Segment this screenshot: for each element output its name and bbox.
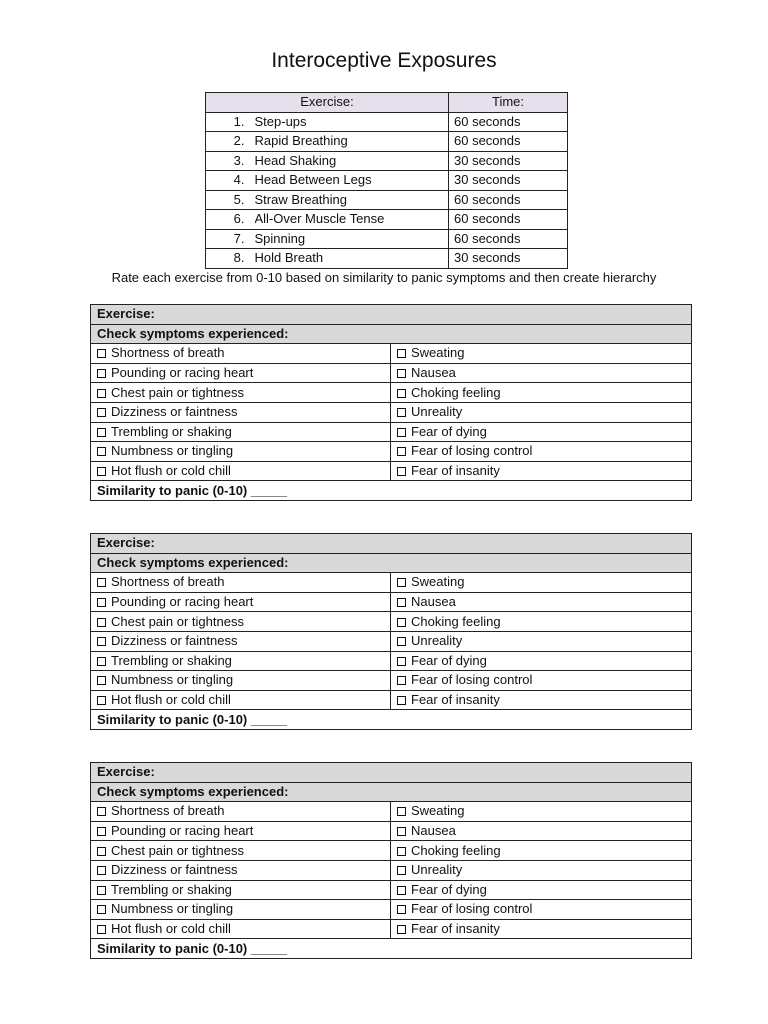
symptom-item (391, 402, 692, 422)
exercise-number: 1. (206, 112, 255, 132)
symptom-item (91, 383, 391, 403)
symptom-row (91, 821, 692, 841)
symptom-item (391, 461, 692, 481)
symptom-label: Trembling or shaking (111, 423, 232, 439)
symptom-item (391, 422, 692, 442)
table-row (206, 249, 568, 269)
symptom-label: Chest pain or tightness (111, 613, 244, 629)
symptom-item (91, 690, 391, 710)
symptom-row (91, 592, 692, 612)
symptom-row (91, 402, 692, 422)
symptom-label: Choking feeling (411, 613, 501, 629)
symptom-item (391, 860, 692, 880)
exercise-number: 8. (206, 249, 255, 269)
symptom-item (91, 671, 391, 691)
checkbox[interactable] (97, 847, 106, 856)
symptom-label: Fear of dying (411, 652, 487, 668)
checkbox[interactable] (97, 925, 106, 934)
checkbox[interactable] (397, 447, 406, 456)
symptom-label: Dizziness or faintness (111, 862, 238, 878)
table-row (206, 132, 568, 152)
exercise-time: 60 seconds (449, 112, 568, 132)
checkbox[interactable] (97, 657, 106, 666)
checkbox[interactable] (397, 886, 406, 895)
checkbox[interactable] (97, 866, 106, 875)
exercise-number: 7. (206, 229, 255, 249)
symptom-item (91, 631, 391, 651)
symptom-item (391, 880, 692, 900)
checkbox[interactable] (397, 598, 406, 607)
table-row (206, 112, 568, 132)
checkbox[interactable] (97, 369, 106, 378)
symptom-item (391, 841, 692, 861)
exercise-time: 60 seconds (449, 132, 568, 152)
symptom-label: Unreality (411, 404, 463, 420)
checkbox[interactable] (97, 676, 106, 685)
symptom-item (391, 651, 692, 671)
similarity-rating-field[interactable]: Similarity to panic (0-10) _____ (91, 710, 692, 730)
symptom-row (91, 344, 692, 364)
symptom-label: Fear of insanity (411, 921, 500, 937)
exercise-name: Step-ups (255, 112, 449, 132)
symptom-label: Nausea (411, 823, 456, 839)
exercise-field-label[interactable]: Exercise: (91, 534, 692, 554)
symptom-row (91, 841, 692, 861)
symptom-row (91, 671, 692, 691)
symptom-label: Fear of losing control (411, 443, 533, 459)
checkbox[interactable] (397, 389, 406, 398)
exercise-number: 4. (206, 171, 255, 191)
table-row (206, 190, 568, 210)
checkbox[interactable] (397, 696, 406, 705)
checkbox[interactable] (397, 925, 406, 934)
checkbox[interactable] (397, 369, 406, 378)
exercise-time: 30 seconds (449, 151, 568, 171)
page-title: Interoceptive Exposures (271, 49, 497, 72)
symptom-item (91, 442, 391, 462)
checkbox[interactable] (397, 618, 406, 627)
symptom-label: Hot flush or cold chill (111, 463, 231, 479)
checkbox[interactable] (397, 428, 406, 437)
exercise-name: Head Between Legs (255, 171, 449, 191)
time-column-header: Time: (449, 93, 568, 113)
exercise-time: 30 seconds (449, 171, 568, 191)
exercise-time: 30 seconds (449, 249, 568, 269)
exercise-time: 60 seconds (449, 210, 568, 230)
exercise-time: 60 seconds (449, 190, 568, 210)
symptom-label: Chest pain or tightness (111, 842, 244, 858)
symptom-row (91, 919, 692, 939)
exercise-name: All-Over Muscle Tense (255, 210, 449, 230)
checkbox[interactable] (397, 637, 406, 646)
symptom-form-1 (90, 304, 692, 501)
instruction-text: Rate each exercise from 0-10 based on similarity to panic symptoms and then create hierarchy (111, 270, 657, 285)
symptom-item (391, 821, 692, 841)
symptom-label: Hot flush or cold chill (111, 921, 231, 937)
checkbox[interactable] (397, 847, 406, 856)
symptom-label: Numbness or tingling (111, 901, 234, 917)
exercise-table-header (206, 93, 568, 113)
symptom-row (91, 880, 692, 900)
symptom-label: Fear of insanity (411, 463, 500, 479)
symptom-label: Sweating (411, 574, 465, 590)
checkbox[interactable] (97, 696, 106, 705)
symptom-label: Fear of insanity (411, 692, 500, 708)
symptom-label: Nausea (411, 594, 456, 610)
checkbox[interactable] (397, 657, 406, 666)
symptom-item (91, 821, 391, 841)
checkbox[interactable] (97, 447, 106, 456)
symptom-label: Numbness or tingling (111, 443, 234, 459)
symptom-label: Pounding or racing heart (111, 365, 254, 381)
symptom-row (91, 631, 692, 651)
symptom-label: Fear of dying (411, 881, 487, 897)
exercise-time: 60 seconds (449, 229, 568, 249)
symptom-item (91, 402, 391, 422)
table-row (206, 210, 568, 230)
exercise-number: 3. (206, 151, 255, 171)
symptom-label: Numbness or tingling (111, 672, 234, 688)
checkbox[interactable] (97, 618, 106, 627)
symptom-row (91, 383, 692, 403)
symptom-label: Dizziness or faintness (111, 404, 238, 420)
similarity-rating-field[interactable]: Similarity to panic (0-10) _____ (91, 939, 692, 959)
symptom-item (91, 651, 391, 671)
exercise-name: Hold Breath (255, 249, 449, 269)
checkbox[interactable] (397, 467, 406, 476)
exercise-name: Rapid Breathing (255, 132, 449, 152)
symptom-label: Sweating (411, 345, 465, 361)
symptom-row (91, 573, 692, 593)
symptom-item (91, 919, 391, 939)
checkbox[interactable] (97, 578, 106, 587)
symptom-row (91, 461, 692, 481)
symptom-form-3 (90, 762, 692, 959)
symptom-item (391, 592, 692, 612)
checkbox[interactable] (397, 827, 406, 836)
symptom-label: Chest pain or tightness (111, 384, 244, 400)
checkbox[interactable] (97, 467, 106, 476)
symptom-label: Unreality (411, 633, 463, 649)
symptom-row (91, 690, 692, 710)
symptom-label: Shortness of breath (111, 345, 225, 361)
symptom-item (91, 860, 391, 880)
table-row (206, 171, 568, 191)
exercise-name: Head Shaking (255, 151, 449, 171)
symptom-item (91, 344, 391, 364)
exercise-column-header: Exercise: (206, 93, 449, 113)
checkbox[interactable] (97, 598, 106, 607)
symptom-row (91, 442, 692, 462)
checkbox[interactable] (97, 428, 106, 437)
symptom-item (391, 919, 692, 939)
exercise-field-label[interactable]: Exercise: (91, 763, 692, 783)
checkbox[interactable] (397, 578, 406, 587)
symptom-item (391, 671, 692, 691)
checkbox[interactable] (397, 676, 406, 685)
symptom-item (391, 802, 692, 822)
symptom-row (91, 422, 692, 442)
symptom-item (391, 900, 692, 920)
table-row (206, 229, 568, 249)
symptom-item (91, 592, 391, 612)
exercise-number: 5. (206, 190, 255, 210)
symptom-item (391, 690, 692, 710)
exercise-number: 6. (206, 210, 255, 230)
symptom-item (91, 841, 391, 861)
symptom-item (391, 383, 692, 403)
checkbox[interactable] (397, 905, 406, 914)
symptom-item (91, 363, 391, 383)
exercise-number: 2. (206, 132, 255, 152)
symptom-label: Fear of dying (411, 423, 487, 439)
symptom-label: Dizziness or faintness (111, 633, 238, 649)
symptom-row (91, 363, 692, 383)
checkbox[interactable] (97, 349, 106, 358)
checkbox[interactable] (97, 886, 106, 895)
symptom-item (391, 363, 692, 383)
check-symptoms-label: Check symptoms experienced: (91, 553, 692, 573)
checkbox[interactable] (397, 349, 406, 358)
symptom-label: Nausea (411, 365, 456, 381)
symptom-label: Fear of losing control (411, 672, 533, 688)
symptom-row (91, 651, 692, 671)
symptom-label: Pounding or racing heart (111, 594, 254, 610)
checkbox[interactable] (97, 905, 106, 914)
symptom-item (91, 802, 391, 822)
checkbox[interactable] (97, 827, 106, 836)
exercise-name: Straw Breathing (255, 190, 449, 210)
symptom-label: Sweating (411, 803, 465, 819)
symptom-label: Pounding or racing heart (111, 823, 254, 839)
symptom-item (391, 344, 692, 364)
checkbox[interactable] (97, 389, 106, 398)
symptom-item (391, 631, 692, 651)
symptom-label: Choking feeling (411, 842, 501, 858)
symptom-item (91, 612, 391, 632)
symptom-item (391, 573, 692, 593)
exercise-field-label[interactable]: Exercise: (91, 305, 692, 325)
symptom-item (91, 880, 391, 900)
symptom-label: Unreality (411, 862, 463, 878)
similarity-rating-field[interactable]: Similarity to panic (0-10) _____ (91, 481, 692, 501)
check-symptoms-label: Check symptoms experienced: (91, 782, 692, 802)
checkbox[interactable] (97, 807, 106, 816)
symptom-item (391, 612, 692, 632)
checkbox[interactable] (97, 637, 106, 646)
symptom-row (91, 802, 692, 822)
checkbox[interactable] (397, 807, 406, 816)
checkbox[interactable] (397, 866, 406, 875)
symptom-row (91, 900, 692, 920)
symptom-label: Trembling or shaking (111, 881, 232, 897)
symptom-row (91, 860, 692, 880)
symptom-label: Shortness of breath (111, 574, 225, 590)
symptom-label: Choking feeling (411, 384, 501, 400)
exercise-name: Spinning (255, 229, 449, 249)
symptom-item (91, 422, 391, 442)
symptom-label: Fear of losing control (411, 901, 533, 917)
symptom-form-2 (90, 533, 692, 730)
symptom-label: Hot flush or cold chill (111, 692, 231, 708)
symptom-label: Trembling or shaking (111, 652, 232, 668)
table-row (206, 151, 568, 171)
symptom-item (91, 573, 391, 593)
symptom-item (91, 461, 391, 481)
symptom-item (91, 900, 391, 920)
symptom-item (391, 442, 692, 462)
checkbox[interactable] (397, 408, 406, 417)
symptom-label: Shortness of breath (111, 803, 225, 819)
check-symptoms-label: Check symptoms experienced: (91, 324, 692, 344)
symptom-row (91, 612, 692, 632)
exercise-table (205, 92, 568, 269)
checkbox[interactable] (97, 408, 106, 417)
